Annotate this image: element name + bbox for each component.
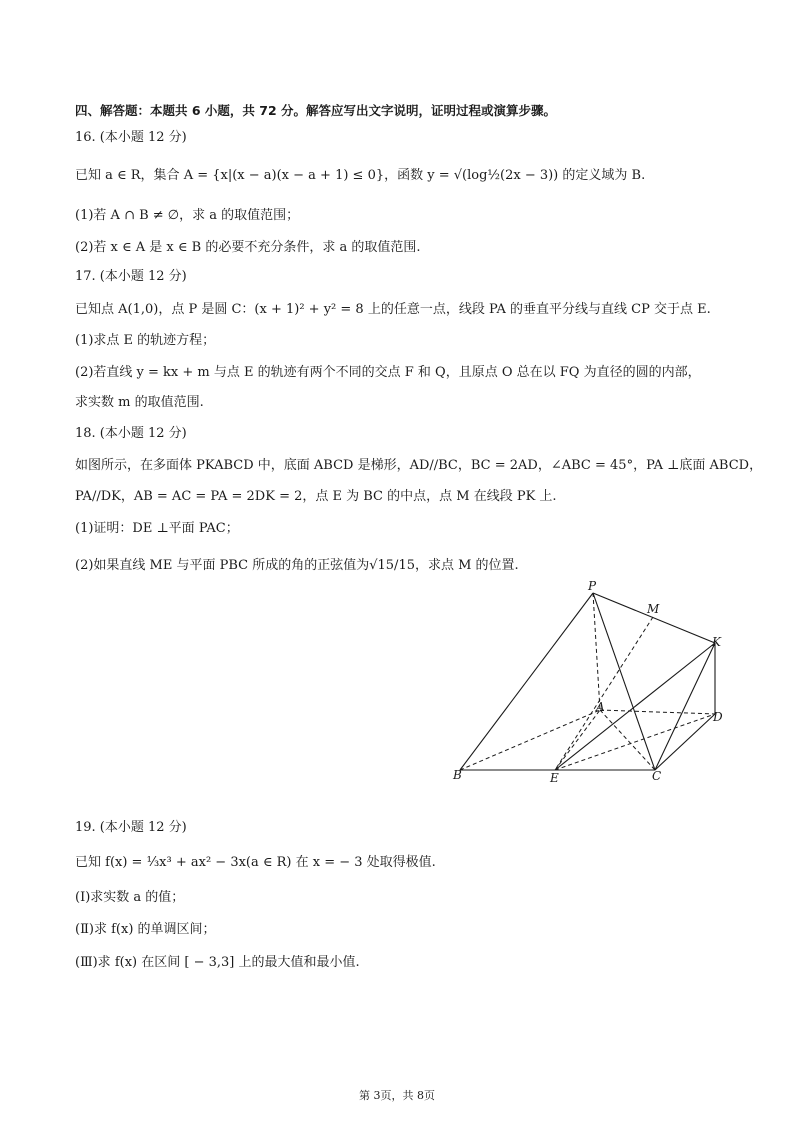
q17-part2a: (2)若直线 y = kx + m 与点 E 的轨迹有两个不同的交点 F 和 Q，且原点 O 总在以 FQ 为直径的圆的内部，	[75, 365, 701, 380]
q19-header: 19. (本小题 12 分)	[75, 820, 187, 835]
q18-part2: (2)如果直线 ME 与平面 PBC 所成的角的正弦值为√15/15，求点 M 的位置.	[75, 558, 519, 573]
q17-header: 17. (本小题 12 分)	[75, 269, 187, 284]
q16-part1: (1)若 A ∩ B ≠ ∅，求 a 的取值范围；	[75, 208, 300, 223]
edge-ba-hidden	[460, 710, 600, 770]
q17-part1: (1)求点 E 的轨迹方程；	[75, 333, 216, 348]
label-M: M	[647, 602, 660, 616]
edge-ke	[555, 643, 715, 770]
q17-stem: 已知点 A(1,0)，点 P 是圆 C：(x + 1)² + y² = 8 上的任意一点，线段 PA 的垂直平分线与直线 CP 交于点 E.	[75, 302, 711, 317]
page-footer: 第 3页，共 8页	[359, 1089, 435, 1102]
edge-pc	[593, 593, 655, 770]
edge-cd	[655, 714, 715, 770]
edge-me-hidden	[555, 617, 653, 770]
q19-part2: (Ⅱ)求 f(x) 的单调区间；	[75, 922, 216, 937]
q18-stem-line1: 如图所示，在多面体 PKABCD 中，底面 ABCD 是梯形，AD//BC，BC = 2AD，∠ABC = 45°，PA ⊥底面 ABCD，	[75, 458, 763, 473]
q16-header: 16. (本小题 12 分)	[75, 130, 187, 145]
q19-part3: (Ⅲ)求 f(x) 在区间 [ − 3,3] 上的最大值和最小值.	[75, 955, 360, 970]
q17-part2b: 求实数 m 的取值范围.	[75, 395, 204, 410]
q18-header: 18. (本小题 12 分)	[75, 426, 187, 441]
label-K: K	[712, 635, 721, 649]
q19-part1: (Ⅰ)求实数 a 的值；	[75, 890, 185, 905]
edge-pk	[593, 593, 715, 643]
edge-pb	[460, 593, 593, 770]
q19-stem: 已知 f(x) = ⅓x³ + ax² − 3x(a ∈ R) 在 x = − 3 处取得极值.	[75, 855, 436, 870]
edge-kc	[655, 643, 715, 770]
label-A: A	[596, 700, 605, 714]
section-heading: 四、解答题：本题共 6 小题，共 72 分。解答应写出文字说明，证明过程或演算步骤。	[75, 103, 557, 118]
label-P: P	[588, 580, 597, 593]
q16-stem: 已知 a ∈ R，集合 A = {x|(x − a)(x − a + 1) ≤ 0}，函数 y = √(log½(2x − 3)) 的定义域为 B.	[75, 168, 646, 183]
q18-part1: (1)证明：DE ⊥平面 PAC；	[75, 521, 239, 536]
q18-stem-line2: PA//DK，AB = AC = PA = 2DK = 2，点 E 为 BC 的中点，点 M 在线段 PK 上.	[75, 489, 557, 504]
label-D: D	[713, 710, 723, 724]
label-C: C	[652, 769, 662, 783]
q16-part2: (2)若 x ∈ A 是 x ∈ B 的必要不充分条件，求 a 的取值范围.	[75, 240, 421, 255]
edge-ac-hidden	[600, 710, 655, 770]
edge-ad-hidden	[600, 710, 715, 714]
polyhedron-figure	[445, 580, 745, 795]
label-E: E	[550, 771, 559, 785]
edge-ed-hidden	[555, 714, 715, 770]
label-B: B	[453, 768, 462, 782]
